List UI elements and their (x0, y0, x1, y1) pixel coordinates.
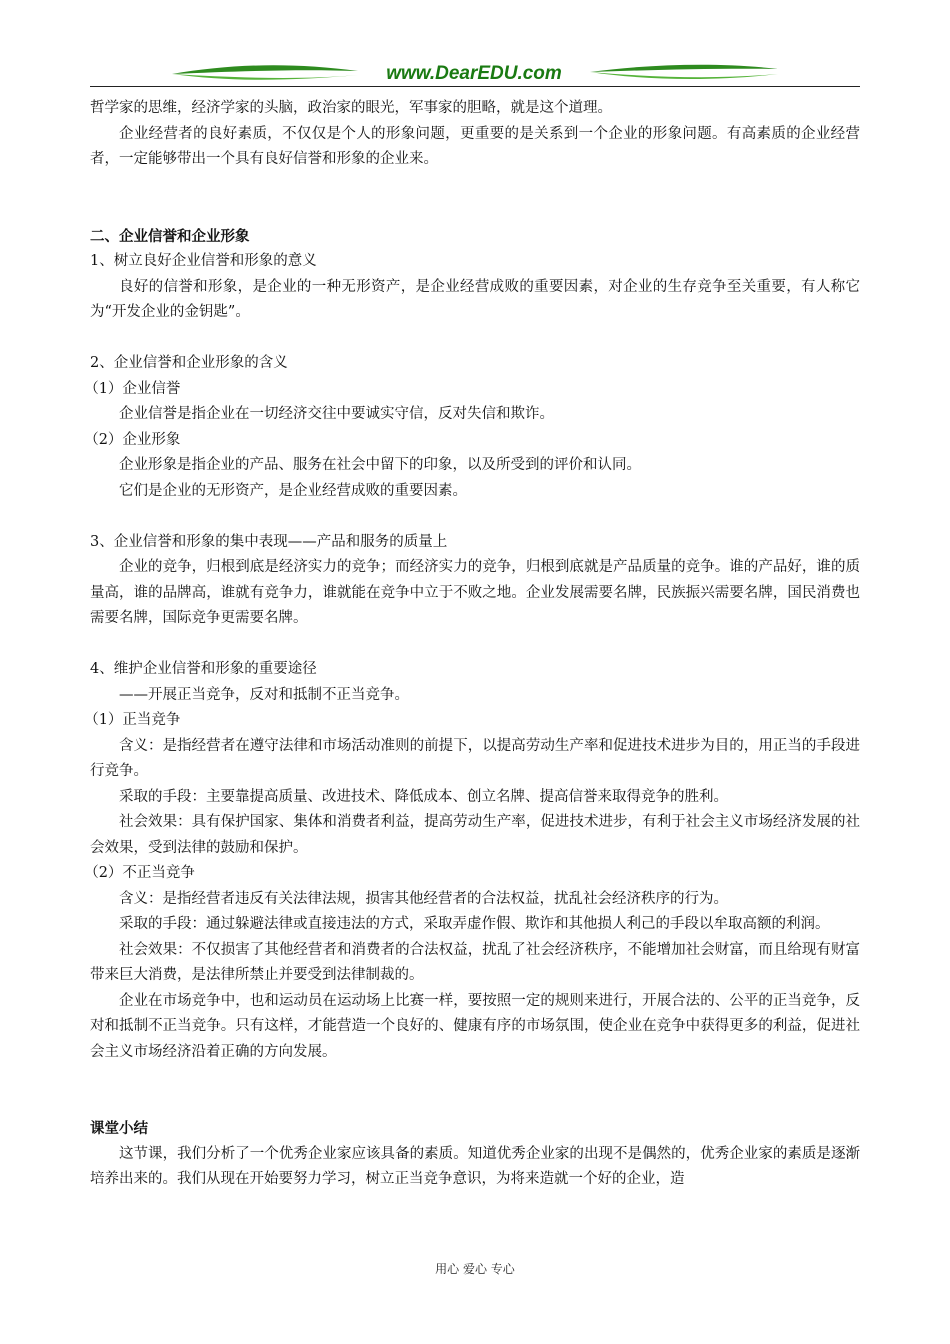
left-swoosh-lower-icon (172, 74, 358, 80)
subsection-heading: 3、企业信誉和形象的集中表现——产品和服务的质量上 (90, 533, 448, 550)
spacer (90, 1065, 860, 1116)
paragraph: 社会效果：不仅损害了其他经营者和消费者的合法权益，扰乱了社会经济秩序，不能增加社会财富，而且给现有财富带来巨大消费，是法律所禁止并要受到法律制裁的。 (90, 941, 860, 983)
section-heading: 二、企业信誉和企业形象 (90, 227, 250, 245)
subsection-heading: 4、维护企业信誉和形象的重要途径 (90, 661, 317, 677)
paragraph: 采取的手段：主要靠提高质量、改进技术、降低成本、创立名牌、提高信誉来取得竞争的胜利。 (119, 788, 728, 805)
header-logo-banner (90, 58, 860, 88)
paragraph: 良好的信誉和形象，是企业的一种无形资产，是企业经营成败的重要因素，对企业的生存竞争至关重要，有人称它为“开发企业的金钥匙”。 (90, 278, 860, 320)
paragraph: 企业形象是指企业的产品、服务在社会中留下的印象，以及所受到的评价和认同。 (119, 457, 641, 473)
right-swoosh-icon (590, 65, 778, 72)
spacer (90, 632, 860, 658)
item-heading: （1）正当竞争 (84, 712, 181, 728)
section-heading: 课堂小结 (90, 1120, 148, 1137)
paragraph: 它们是企业的无形资产，是企业经营成败的重要因素。 (119, 482, 467, 499)
paragraph: 社会效果：具有保护国家、集体和消费者利益，提高劳动生产率，促进技术进步，有利于社会主义市场经济发展的社会效果，受到法律的鼓励和保护。 (90, 814, 860, 856)
header-rule (90, 86, 860, 87)
paragraph: 企业在市场竞争中，也和运动员在运动场上比赛一样，要按照一定的规则来进行，开展合法的、公平的正当竞争，反对和抵制不正当竞争。只有这样，才能营造一个良好的、健康有序的市场氛围，使企业在竞争中获得更多的利益，促进社会主义市场经济沿着正确的方向发展。 (90, 992, 860, 1060)
right-swoosh-lower-icon (590, 72, 778, 79)
subsection-heading: 2、企业信誉和企业形象的含义 (90, 355, 288, 371)
item-heading: （1）企业信誉 (84, 380, 181, 397)
item-heading: （2）企业形象 (84, 431, 181, 448)
spacer (90, 504, 860, 530)
left-swoosh-icon (172, 65, 358, 74)
paragraph: 这节课，我们分析了一个优秀企业家应该具备的素质。知道优秀企业家的出现不是偶然的，优秀企业家的素质是逐渐培养出来的。我们从现在开始要努力学习，树立正当竞争意识，为将来造就一个好的企业，造 (90, 1145, 860, 1187)
page-footer: 用心 爱心 专心 (435, 1262, 515, 1276)
document-body (84, 96, 860, 1193)
paragraph: 哲学家的思维，经济学家的头脑，政治家的眼光，军事家的胆略，就是这个道理。 (90, 100, 612, 116)
logo-text: www.DearEDU.com (386, 63, 562, 84)
spacer (90, 173, 860, 224)
subsection-heading: 1、树立良好企业信誉和形象的意义 (90, 253, 317, 269)
paragraph: ——开展正当竞争，反对和抵制不正当竞争。 (119, 686, 409, 703)
paragraph: 企业的竞争，归根到底是经济实力的竞争；而经济实力的竞争，归根到底就是产品质量的竞争。谁的产品好，谁的质量高，谁的品牌高，谁就有竞争力，谁就能在竞争中立于不败之地。企业发展需要名牌，民族振兴需要名牌，国民消费也需要名牌，国际竞争更需要名牌。 (90, 559, 860, 626)
paragraph: 含义：是指经营者违反有关法律法规，损害其他经营者的合法权益，扰乱社会经济秩序的行为。 (119, 890, 728, 907)
paragraph: 采取的手段：通过躲避法律或直接违法的方式，采取弄虚作假、欺诈和其他损人利己的手段以牟取高额的利润。 (119, 916, 830, 932)
paragraph: 含义：是指经营者在遵守法律和市场活动准则的前提下，以提高劳动生产率和促进技术进步为目的，用正当的手段进行竞争。 (90, 737, 860, 779)
item-heading: （2）不正当竞争 (84, 865, 195, 881)
spacer (90, 326, 860, 352)
paragraph: 企业信誉是指企业在一切经济交往中要诚实守信，反对失信和欺诈。 (119, 406, 554, 422)
swoosh-logo-icon (90, 58, 860, 88)
paragraph: 企业经营者的良好素质，不仅仅是个人的形象问题，更重要的是关系到一个企业的形象问题。有高素质的企业经营者，一定能够带出一个具有良好信誉和形象的企业来。 (90, 125, 860, 167)
